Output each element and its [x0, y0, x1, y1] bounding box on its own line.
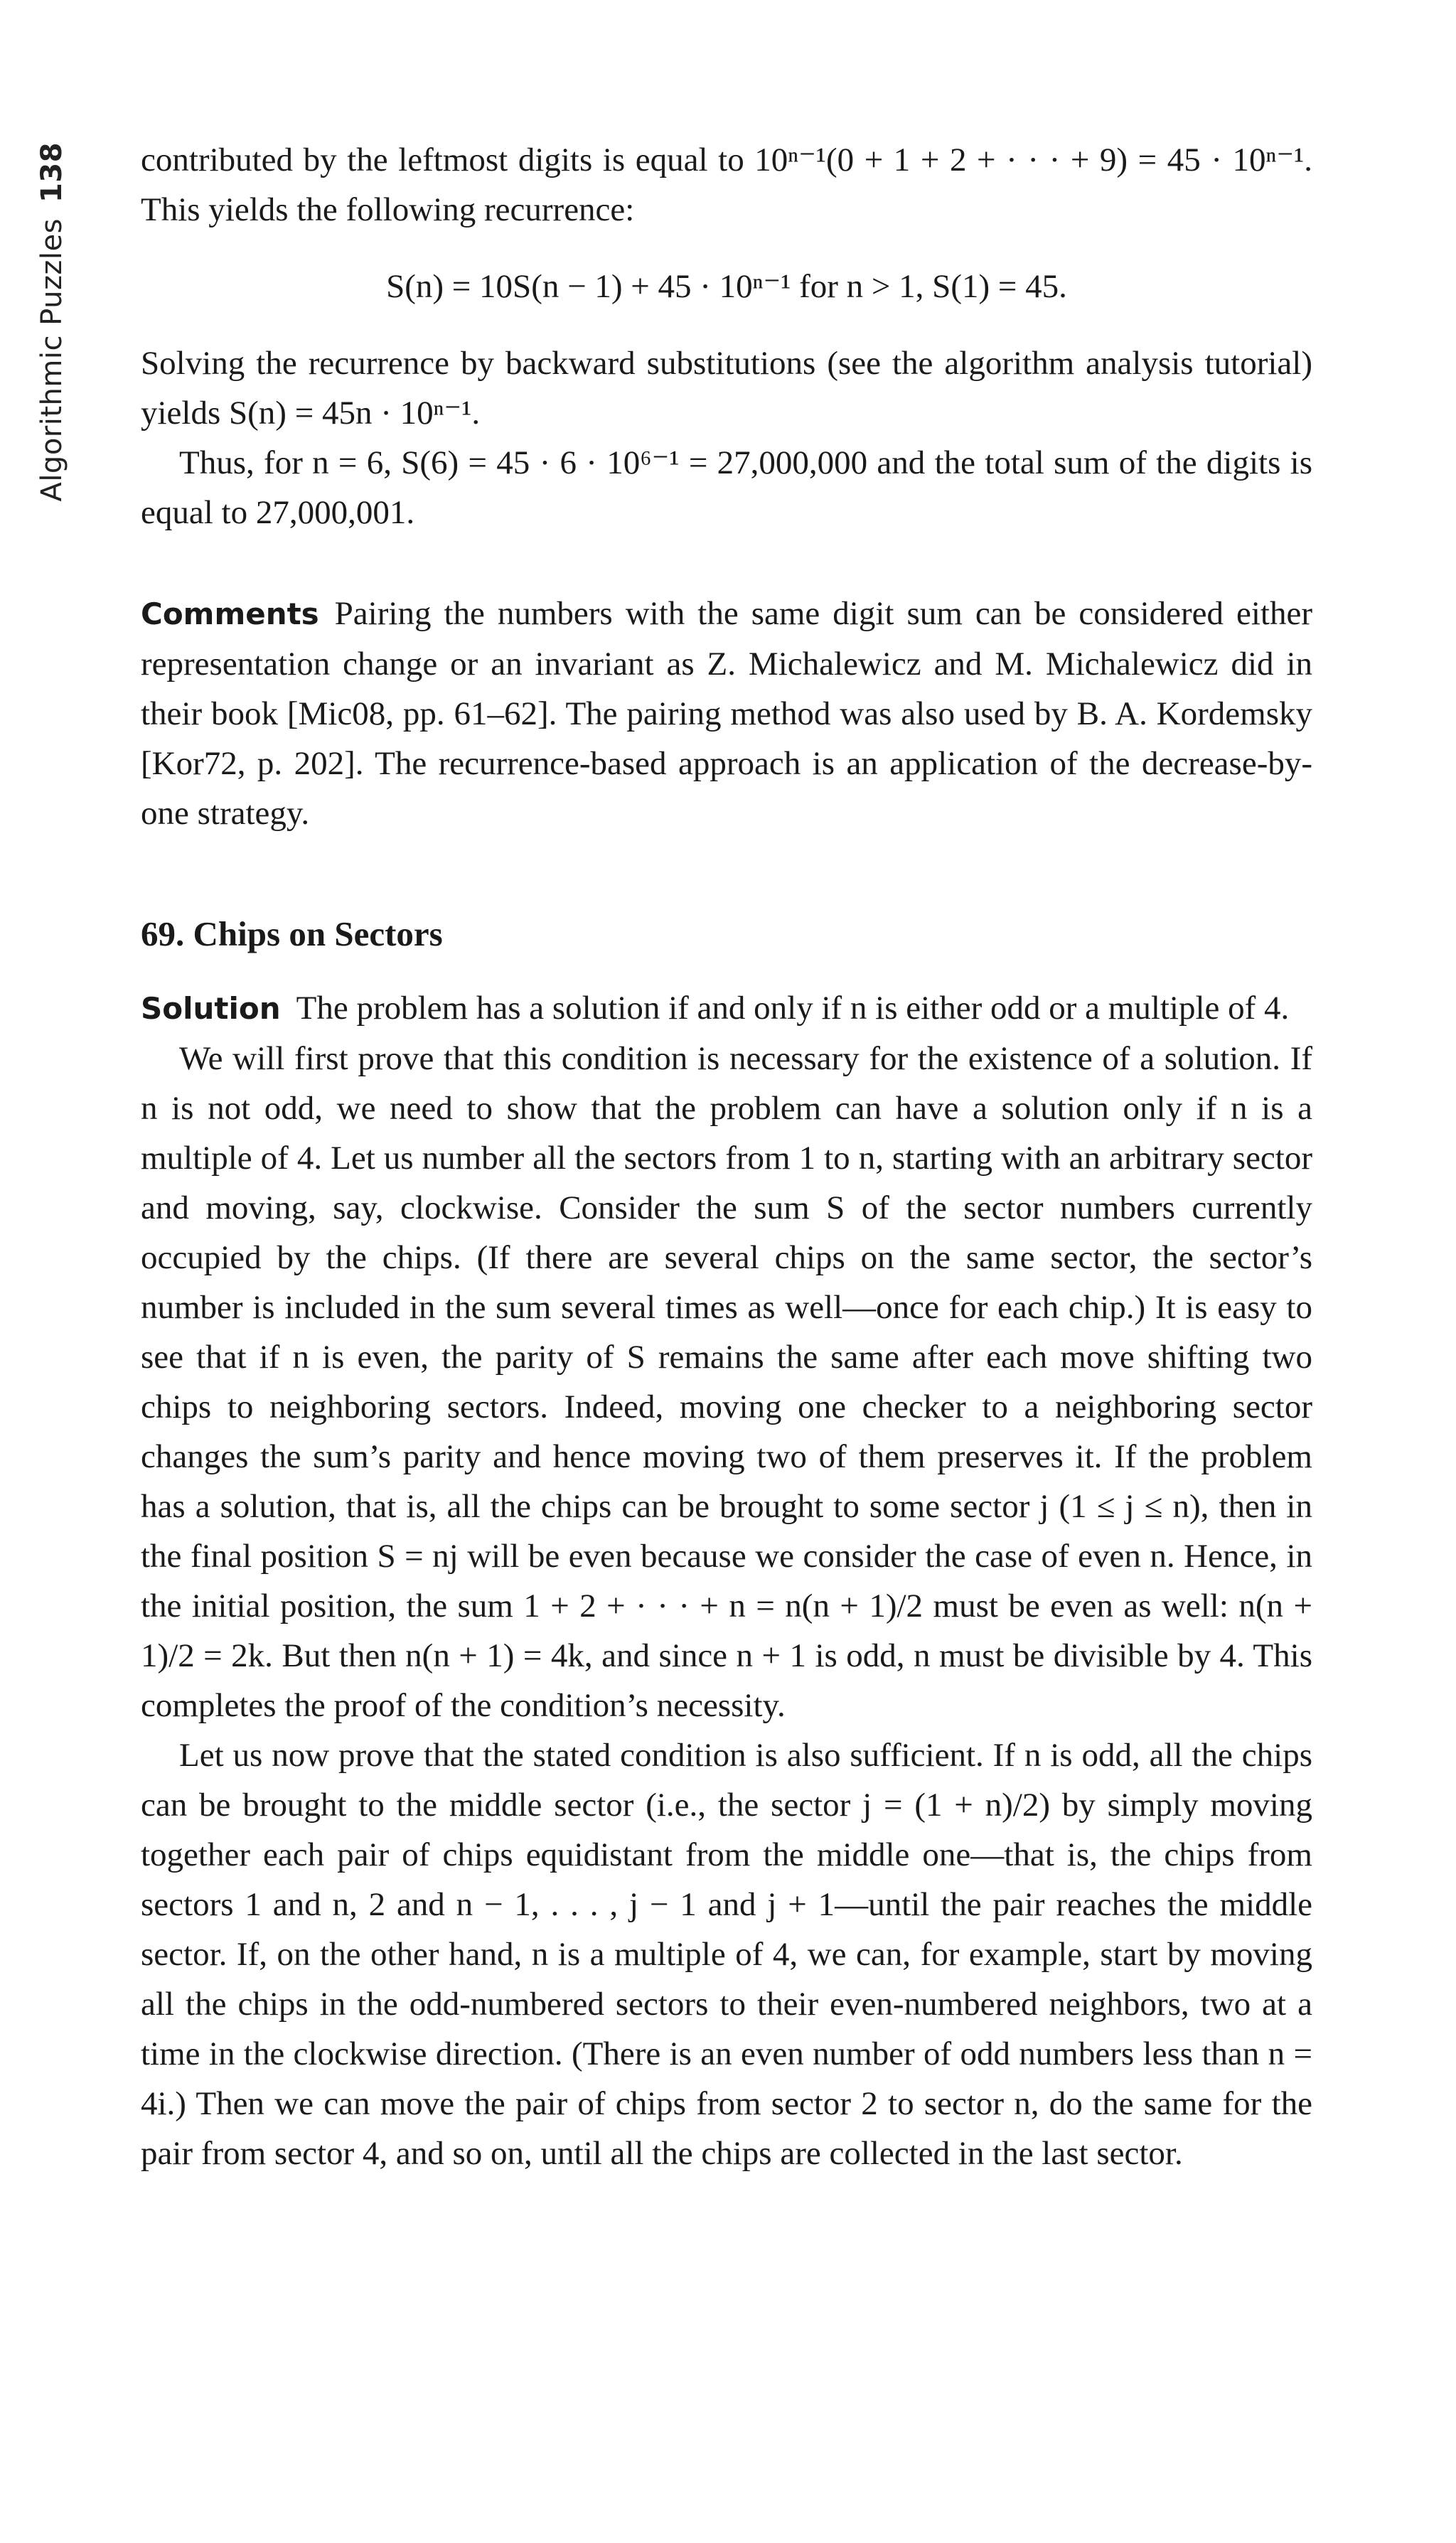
page-body: [141, 135, 1312, 2178]
paragraph-solving-recurrence: Solving the recurrence by backward substitutions (see the algorithm analysis tutorial) yields S(n) = 45n · 10ⁿ⁻¹.: [141, 345, 1312, 432]
solution-text: The problem has a solution if and only if n is either odd or a multiple of 4.: [296, 990, 1290, 1027]
solution-label: Solution: [141, 991, 281, 1026]
running-head-title: Algorithmic Puzzles: [36, 218, 68, 502]
running-head: [20, 142, 84, 540]
recurrence-equation: S(n) = 10S(n − 1) + 45 · 10ⁿ⁻¹ for n > 1, S(1) = 45.: [386, 268, 1067, 305]
page-number: 138: [36, 142, 68, 203]
comments-label: Comments: [141, 596, 319, 631]
section-heading: 69. Chips on Sectors: [141, 914, 443, 953]
comments-paragraph: [141, 589, 1312, 838]
paragraph-sum-intro: contributed by the leftmost digits is equal to 10ⁿ⁻¹(0 + 1 + 2 + · · · + 9) = 45 · 10ⁿ⁻¹. This yields the following recurrence:: [141, 141, 1312, 228]
paragraph-necessity: We will first prove that this condition is necessary for the existence of a solution. If n is not odd, we need to show that the problem can have a solution only if n is a multiple of 4. Let us number all the sectors from 1 to n, starting with an arbitrary sector and moving, say, clockwise. Consider the sum S of the sector numbers currently occupied by the chips. (If there are several chips on the same sector, the sector’s number is included in the sum several times as well—once for each chip.) It is easy to see that if n is even, the parity of S remains the same after each move shifting two chips to neighboring sectors. Indeed, moving one checker to a neighboring sector changes the sum’s parity and hence moving two of them preserves it. If the problem has a solution, that is, all the chips can be brought to some sector j (1 ≤ j ≤ n), then in the final position S = nj will be even because we consider the case of even n. Hence, in the initial position, the sum 1 + 2 + · · · + n = n(n + 1)/2 must be even as well: n(n + 1)/2 = 2k. But then n(n + 1) = 4k, and since n + 1 is odd, n must be divisible by 4. This completes the proof of the condition’s necessity.: [141, 1040, 1312, 1724]
comments-text: Pairing the numbers with the same digit sum can be considered either representation change or an invariant as Z. Michalewicz and M. Michalewicz did in their book [Mic08, pp. 61–62]. The pairing method was also used by B. A. Kordemsky [Kor72, p. 202]. The recurrence-based approach is an application of the decrease-by-one strategy.: [141, 595, 1312, 832]
solution-paragraph: [141, 983, 1312, 1034]
paragraph-final-sum: Thus, for n = 6, S(6) = 45 · 6 · 10⁶⁻¹ = 27,000,000 and the total sum of the digits is equal to 27,000,001.: [141, 444, 1312, 531]
paragraph-sufficiency: Let us now prove that the stated condition is also sufficient. If n is odd, all the chips can be brought to the middle sector (i.e., the sector j = (1 + n)/2) by simply moving together each pair of chips equidistant from the middle one—that is, the chips from sectors 1 and n, 2 and n − 1, . . . , j − 1 and j + 1—until the pair reaches the middle sector. If, on the other hand, n is a multiple of 4, we can, for example, start by moving all the chips in the odd-numbered sectors to their even-numbered neighbors, two at a time in the clockwise direction. (There is an even number of odd numbers less than n = 4i.) Then we can move the pair of chips from sector 2 to sector n, do the same for the pair from sector 4, and so on, until all the chips are collected in the last sector.: [141, 1737, 1312, 2172]
